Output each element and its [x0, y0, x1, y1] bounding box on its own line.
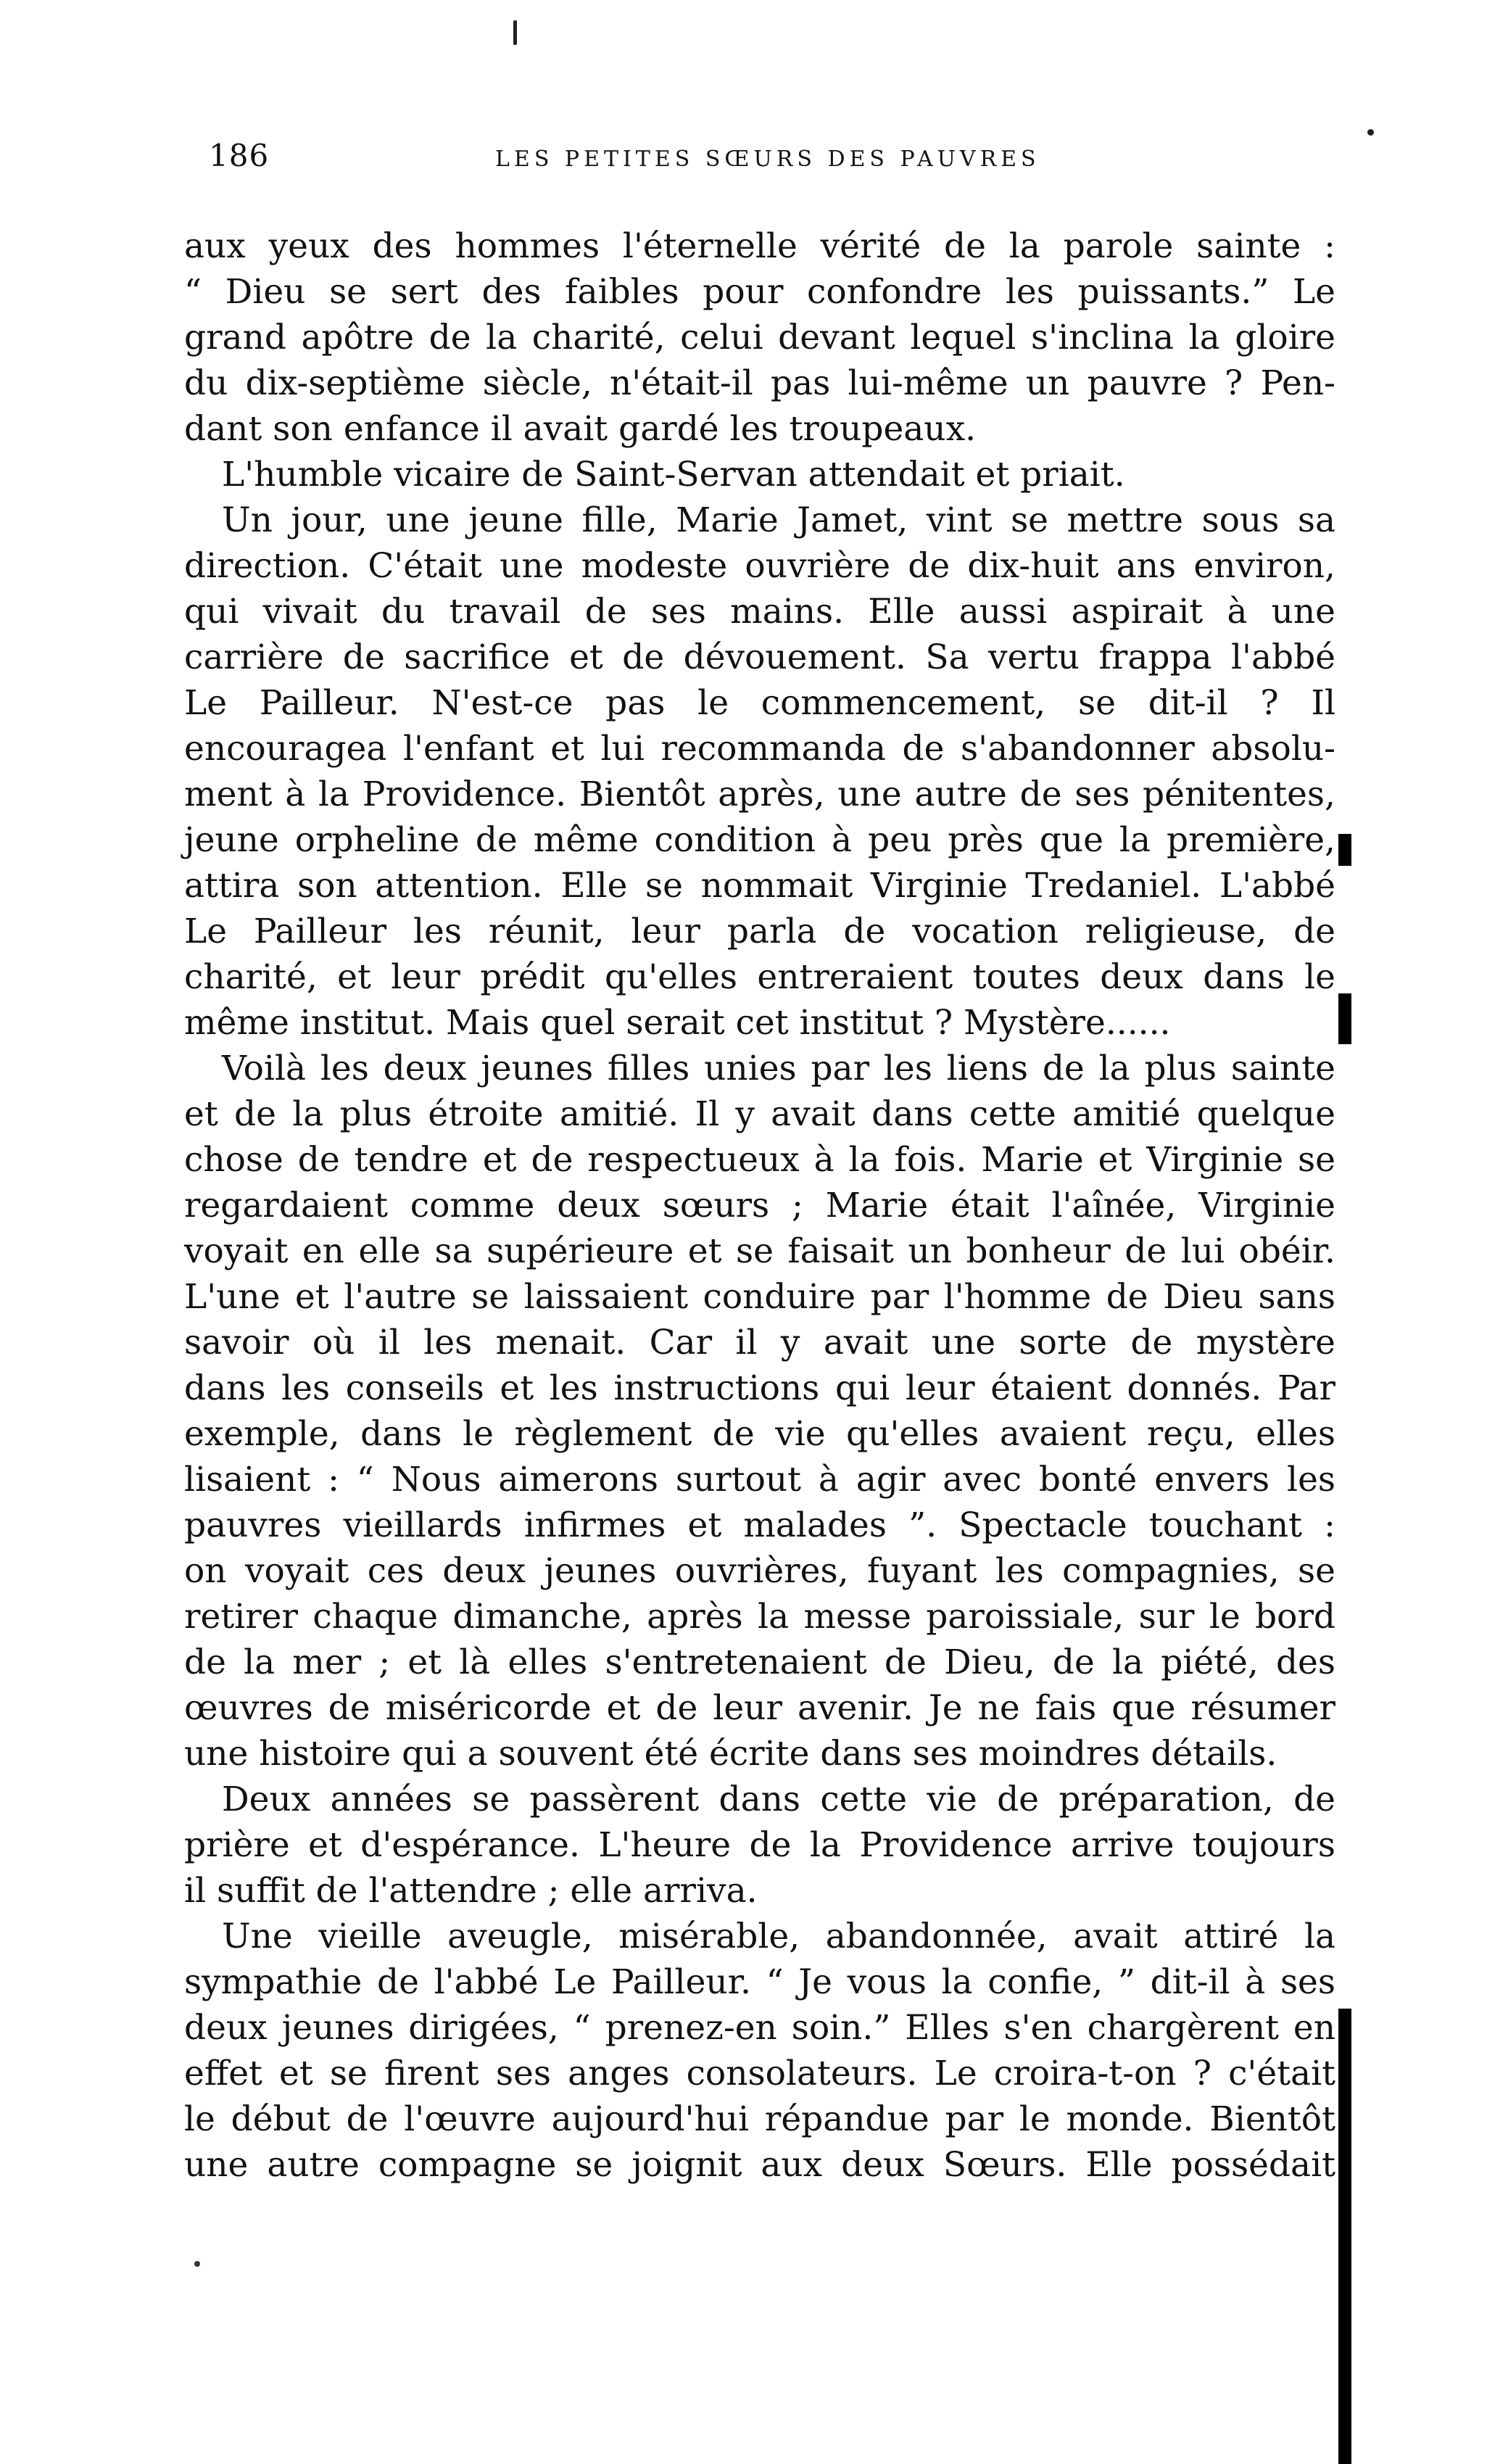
text-line: savoir où il les menait. Car il y avait une sorte de mystère	[184, 1323, 1335, 1363]
text-line: une autre compagne se joignit aux deux Sœurs. Elle possédait	[184, 2145, 1335, 2185]
text-line: effet et se firent ses anges consolateurs. Le croira-t-on ? c'était	[184, 2054, 1335, 2093]
text-line: Le Pailleur les réunit, leur parla de vocation religieuse, de	[184, 911, 1335, 951]
text-line: L'humble vicaire de Saint-Servan attendait et priait.	[222, 455, 1125, 495]
text-line: deux jeunes dirigées, “ prenez-en soin.” Elles s'en chargèrent en	[184, 2008, 1335, 2048]
text-line: aux yeux des hommes l'éternelle vérité de la parole sainte :	[184, 226, 1335, 266]
scan-edge-shadow	[1338, 834, 1351, 866]
text-line: attira son attention. Elle se nommait Virginie Tredaniel. L'abbé	[184, 866, 1335, 906]
text-line: Le Pailleur. N'est-ce pas le commencement, se dit-il ? Il	[184, 683, 1335, 723]
text-line: L'une et l'autre se laissaient conduire par l'homme de Dieu sans	[184, 1277, 1335, 1317]
print-dot	[1367, 129, 1374, 136]
running-title: LES PETITES SŒURS DES PAUVRES	[495, 146, 1040, 172]
body-text	[184, 223, 1335, 2188]
scan-edge-shadow	[1338, 2009, 1351, 2464]
text-line: sympathie de l'abbé Le Pailleur. “ Je vous la confie, ” dit-il à ses	[184, 1962, 1335, 2002]
text-line: dans les conseils et les instructions qui leur étaient donnés. Par	[184, 1368, 1335, 1408]
text-line: une histoire qui a souvent été écrite dans ses moindres détails.	[184, 1734, 1277, 1774]
text-line: on voyait ces deux jeunes ouvrières, fuyant les compagnies, se	[184, 1551, 1335, 1591]
print-dot	[194, 2261, 200, 2267]
text-line: voyait en elle sa supérieure et se faisait un bonheur de lui obéir.	[184, 1231, 1335, 1271]
scan-edge-shadow	[1338, 993, 1351, 1044]
text-line: charité, et leur prédit qu'elles entreraient toutes deux dans le	[184, 957, 1335, 997]
text-line: Deux années se passèrent dans cette vie de préparation, de	[222, 1779, 1335, 1819]
text-line: et de la plus étroite amitié. Il y avait dans cette amitié quelque	[184, 1094, 1335, 1134]
text-line: pauvres vieillards infirmes et malades ”. Spectacle touchant :	[184, 1505, 1335, 1545]
text-line: direction. C'était une modeste ouvrière de dix-huit ans environ,	[184, 546, 1335, 586]
text-line: retirer chaque dimanche, après la messe paroissiale, sur le bord	[184, 1597, 1335, 1637]
text-line: Voilà les deux jeunes filles unies par les liens de la plus sainte	[222, 1049, 1335, 1088]
text-line: Un jour, une jeune fille, Marie Jamet, vint se mettre sous sa	[222, 500, 1335, 540]
text-line: grand apôtre de la charité, celui devant lequel s'inclina la gloire	[184, 318, 1335, 357]
text-line: Une vieille aveugle, misérable, abandonnée, avait attiré la	[222, 1917, 1335, 1956]
text-line: du dix-septième siècle, n'était-il pas lui-même un pauvre ? Pen-	[184, 363, 1335, 403]
page-header	[209, 138, 1101, 181]
text-line: “ Dieu se sert des faibles pour confondre les puissants.” Le	[184, 272, 1335, 312]
text-line: carrière de sacrifice et de dévouement. Sa vertu frappa l'abbé	[184, 637, 1335, 677]
text-line: œuvres de miséricorde et de leur avenir. Je ne fais que résumer	[184, 1688, 1335, 1728]
text-line: encouragea l'enfant et lui recommanda de s'abandonner absolu-	[184, 729, 1335, 769]
text-line: même institut. Mais quel serait cet institut ? Mystère......	[184, 1003, 1171, 1043]
text-line: de la mer ; et là elles s'entretenaient de Dieu, de la piété, des	[184, 1642, 1335, 1682]
text-line: exemple, dans le règlement de vie qu'elles avaient reçu, elles	[184, 1414, 1335, 1454]
text-line: ment à la Providence. Bientôt après, une autre de ses pénitentes,	[184, 774, 1335, 814]
text-line: qui vivait du travail de ses mains. Elle aussi aspirait à une	[184, 592, 1335, 632]
text-line: chose de tendre et de respectueux à la fois. Marie et Virginie se	[184, 1140, 1335, 1180]
page-number: 186	[209, 138, 270, 173]
print-speck	[513, 20, 517, 45]
text-line: prière et d'espérance. L'heure de la Providence arrive toujours	[184, 1825, 1335, 1865]
text-line: lisaient : “ Nous aimerons surtout à agir avec bonté envers les	[184, 1460, 1335, 1500]
text-line: il suffit de l'attendre ; elle arriva.	[184, 1871, 758, 1911]
text-line: le début de l'œuvre aujourd'hui répandue par le monde. Bientôt	[184, 2099, 1335, 2139]
text-line: dant son enfance il avait gardé les troupeaux.	[184, 409, 977, 449]
text-line: regardaient comme deux sœurs ; Marie était l'aînée, Virginie	[184, 1186, 1335, 1225]
text-line: jeune orpheline de même condition à peu près que la première,	[184, 820, 1335, 860]
